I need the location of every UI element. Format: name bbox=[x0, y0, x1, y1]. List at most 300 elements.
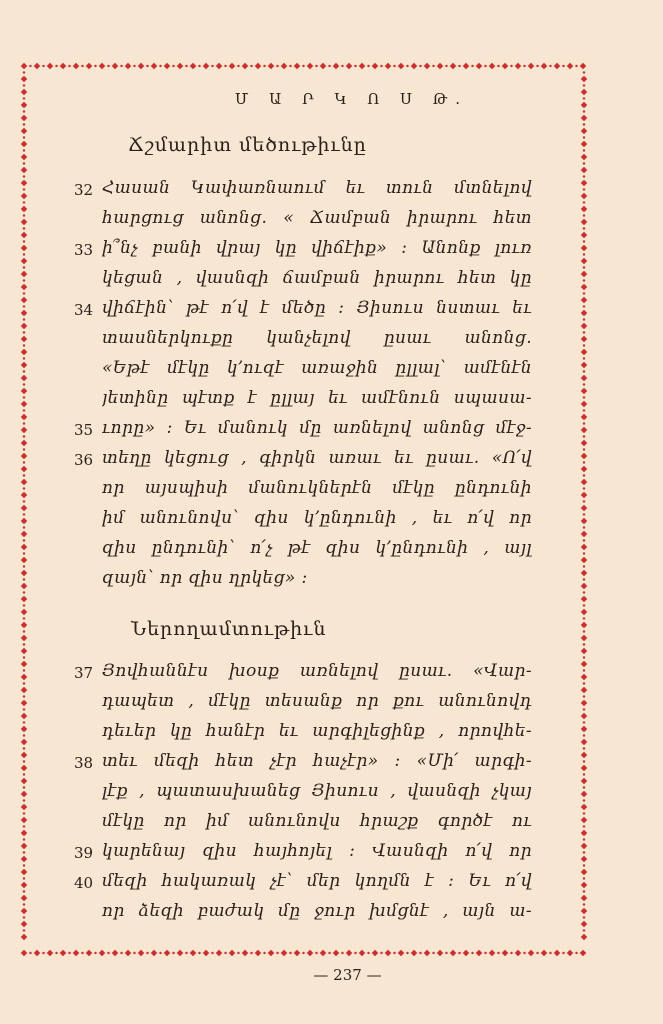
border-diamond bbox=[541, 63, 547, 69]
border-dot bbox=[23, 734, 25, 736]
border-dot bbox=[471, 952, 473, 954]
border-diamond bbox=[21, 167, 27, 173]
border-diamond bbox=[581, 414, 587, 420]
border-dot bbox=[583, 422, 585, 424]
border-dot bbox=[497, 952, 499, 954]
section-heading-true-greatness: Ճշմարիտ մեծութիւնը bbox=[128, 134, 367, 156]
border-dot bbox=[23, 643, 25, 645]
border-dot bbox=[23, 448, 25, 450]
border-diamond bbox=[581, 856, 587, 862]
border-dot bbox=[211, 65, 213, 67]
border-diamond bbox=[372, 950, 378, 956]
border-dot bbox=[289, 952, 291, 954]
border-dot bbox=[341, 65, 343, 67]
border-diamond bbox=[21, 310, 27, 316]
border-dot bbox=[23, 682, 25, 684]
border-dot bbox=[23, 578, 25, 580]
border-diamond bbox=[21, 648, 27, 654]
border-diamond bbox=[21, 453, 27, 459]
border-diamond bbox=[125, 63, 131, 69]
border-diamond bbox=[581, 76, 587, 82]
border-dot bbox=[29, 65, 31, 67]
border-dot bbox=[583, 357, 585, 359]
border-diamond bbox=[581, 674, 587, 680]
border-dot bbox=[120, 952, 122, 954]
border-dot bbox=[583, 110, 585, 112]
border-diamond bbox=[21, 193, 27, 199]
border-diamond bbox=[21, 232, 27, 238]
border-dot bbox=[172, 65, 174, 67]
border-dot bbox=[523, 952, 525, 954]
border-dot bbox=[583, 240, 585, 242]
border-dot bbox=[159, 65, 161, 67]
border-dot bbox=[583, 552, 585, 554]
border-diamond bbox=[151, 950, 157, 956]
border-diamond bbox=[424, 63, 430, 69]
border-dot bbox=[302, 65, 304, 67]
border-diamond bbox=[581, 869, 587, 875]
border-dot bbox=[583, 500, 585, 502]
border-diamond bbox=[60, 63, 66, 69]
border-diamond bbox=[581, 752, 587, 758]
border-dot bbox=[583, 760, 585, 762]
border-diamond bbox=[398, 63, 404, 69]
border-dot bbox=[432, 952, 434, 954]
border-diamond bbox=[73, 63, 79, 69]
border-dot bbox=[23, 357, 25, 359]
border-dot bbox=[23, 422, 25, 424]
verse-number: 38 bbox=[74, 754, 94, 772]
border-diamond bbox=[581, 531, 587, 537]
border-diamond bbox=[581, 596, 587, 602]
border-diamond bbox=[581, 310, 587, 316]
border-dot bbox=[393, 65, 395, 67]
border-dot bbox=[583, 890, 585, 892]
border-dot bbox=[224, 65, 226, 67]
border-diamond bbox=[216, 950, 222, 956]
border-dot bbox=[23, 123, 25, 125]
border-diamond bbox=[164, 63, 170, 69]
border-dot bbox=[549, 952, 551, 954]
border-diamond bbox=[581, 544, 587, 550]
border-dot bbox=[23, 110, 25, 112]
border-dot bbox=[575, 65, 577, 67]
border-diamond bbox=[581, 687, 587, 693]
border-diamond bbox=[581, 700, 587, 706]
border-diamond bbox=[567, 63, 573, 69]
border-diamond bbox=[581, 232, 587, 238]
border-diamond bbox=[567, 950, 573, 956]
border-dot bbox=[23, 539, 25, 541]
border-diamond bbox=[21, 297, 27, 303]
text-line: տեւ մեզի հետ չէր հաչէր» : «Մի՛ արգի- bbox=[102, 751, 532, 771]
border-dot bbox=[583, 136, 585, 138]
text-line: ւորը» : Եւ մանուկ մը առնելով անոնց մէջ- bbox=[102, 418, 532, 438]
border-diamond bbox=[21, 882, 27, 888]
border-dot bbox=[146, 952, 148, 954]
border-diamond bbox=[21, 63, 27, 69]
border-dot bbox=[367, 65, 369, 67]
border-dot bbox=[583, 747, 585, 749]
border-diamond bbox=[294, 63, 300, 69]
border-diamond bbox=[21, 401, 27, 407]
border-dot bbox=[583, 734, 585, 736]
border-dot bbox=[583, 877, 585, 879]
border-diamond bbox=[21, 635, 27, 641]
border-diamond bbox=[411, 950, 417, 956]
text-line: կարենայ զիս հայհոյել : Վասնզի ո՛վ որ bbox=[102, 841, 532, 861]
text-line: Հասան Կափառնաում եւ տուն մտնելով bbox=[102, 178, 532, 198]
border-dot bbox=[583, 825, 585, 827]
border-dot bbox=[23, 487, 25, 489]
border-dot bbox=[583, 565, 585, 567]
border-diamond bbox=[294, 950, 300, 956]
border-diamond bbox=[359, 950, 365, 956]
border-diamond bbox=[21, 765, 27, 771]
border-dot bbox=[354, 65, 356, 67]
border-dot bbox=[159, 952, 161, 954]
verse-number: 39 bbox=[74, 844, 94, 862]
border-dot bbox=[237, 65, 239, 67]
border-dot bbox=[583, 175, 585, 177]
border-dot bbox=[583, 526, 585, 528]
border-diamond bbox=[581, 726, 587, 732]
border-diamond bbox=[86, 950, 92, 956]
border-dot bbox=[583, 578, 585, 580]
border-diamond bbox=[463, 950, 469, 956]
border-diamond bbox=[541, 950, 547, 956]
border-diamond bbox=[34, 63, 40, 69]
border-dot bbox=[562, 65, 564, 67]
border-dot bbox=[583, 435, 585, 437]
border-dot bbox=[583, 149, 585, 151]
border-dot bbox=[23, 500, 25, 502]
border-dot bbox=[23, 552, 25, 554]
border-diamond bbox=[21, 687, 27, 693]
border-diamond bbox=[21, 531, 27, 537]
border-diamond bbox=[21, 596, 27, 602]
border-dot bbox=[583, 305, 585, 307]
border-diamond bbox=[21, 895, 27, 901]
text-line: որ ձեզի բաժակ մը ջուր խմցնէ , այն ա- bbox=[102, 901, 532, 921]
border-diamond bbox=[255, 950, 261, 956]
border-dot bbox=[583, 851, 585, 853]
border-dot bbox=[583, 591, 585, 593]
border-dot bbox=[23, 838, 25, 840]
border-dot bbox=[81, 952, 83, 954]
border-dot bbox=[68, 65, 70, 67]
border-diamond bbox=[581, 180, 587, 186]
border-diamond bbox=[581, 362, 587, 368]
border-dot bbox=[23, 149, 25, 151]
border-dot bbox=[583, 721, 585, 723]
border-diamond bbox=[372, 63, 378, 69]
text-line: Յովհաննէս խօսք առնելով ըսաւ. «Վար- bbox=[102, 661, 532, 681]
border-dot bbox=[583, 383, 585, 385]
border-dot bbox=[23, 84, 25, 86]
text-line: դեւեր կը հանէր եւ արգիլեցինք , որովհե- bbox=[102, 721, 532, 741]
verse-number: 33 bbox=[74, 241, 94, 259]
border-diamond bbox=[21, 427, 27, 433]
border-dot bbox=[23, 604, 25, 606]
border-diamond bbox=[581, 349, 587, 355]
border-dot bbox=[224, 952, 226, 954]
border-dot bbox=[445, 952, 447, 954]
border-dot bbox=[23, 630, 25, 632]
border-dot bbox=[583, 214, 585, 216]
border-diamond bbox=[138, 950, 144, 956]
border-dot bbox=[23, 318, 25, 320]
border-dot bbox=[583, 773, 585, 775]
border-diamond bbox=[21, 950, 27, 956]
border-diamond bbox=[21, 544, 27, 550]
border-diamond bbox=[21, 752, 27, 758]
border-diamond bbox=[581, 297, 587, 303]
border-diamond bbox=[21, 323, 27, 329]
border-dot bbox=[23, 253, 25, 255]
border-diamond bbox=[333, 63, 339, 69]
border-diamond bbox=[21, 479, 27, 485]
border-dot bbox=[23, 461, 25, 463]
border-dot bbox=[23, 669, 25, 671]
border-diamond bbox=[47, 63, 53, 69]
border-diamond bbox=[581, 466, 587, 472]
border-diamond bbox=[385, 950, 391, 956]
border-diamond bbox=[21, 856, 27, 862]
border-dot bbox=[23, 916, 25, 918]
border-diamond bbox=[21, 713, 27, 719]
border-dot bbox=[23, 513, 25, 515]
border-diamond bbox=[515, 950, 521, 956]
border-dot bbox=[276, 65, 278, 67]
text-line: որ այսպիսի մանուկներէն մէկը ընդունի bbox=[102, 478, 532, 498]
border-diamond bbox=[581, 895, 587, 901]
border-diamond bbox=[21, 583, 27, 589]
border-diamond bbox=[320, 63, 326, 69]
border-dot bbox=[583, 799, 585, 801]
border-dot bbox=[583, 474, 585, 476]
text-line: տեղը կեցուց , գիրկն առաւ եւ ըսաւ. «Ո՛վ bbox=[102, 448, 532, 468]
text-line: տասներկուքը կանչելով ըսաւ անոնց. bbox=[102, 328, 532, 348]
border-diamond bbox=[581, 245, 587, 251]
border-dot bbox=[562, 952, 564, 954]
border-diamond bbox=[581, 453, 587, 459]
border-diamond bbox=[581, 882, 587, 888]
border-diamond bbox=[581, 804, 587, 810]
border-dot bbox=[583, 864, 585, 866]
border-dot bbox=[81, 65, 83, 67]
border-diamond bbox=[21, 921, 27, 927]
border-diamond bbox=[528, 63, 534, 69]
border-diamond bbox=[581, 206, 587, 212]
border-diamond bbox=[580, 63, 586, 69]
text-line: հարցուց անոնց. « Ճամբան իրարու հետ bbox=[102, 208, 532, 228]
border-diamond bbox=[21, 804, 27, 810]
border-dot bbox=[23, 773, 25, 775]
border-dot bbox=[393, 952, 395, 954]
border-diamond bbox=[320, 950, 326, 956]
border-diamond bbox=[581, 323, 587, 329]
border-diamond bbox=[21, 115, 27, 121]
border-dot bbox=[23, 214, 25, 216]
border-diamond bbox=[21, 843, 27, 849]
border-diamond bbox=[476, 63, 482, 69]
border-dot bbox=[23, 799, 25, 801]
border-dot bbox=[23, 526, 25, 528]
border-diamond bbox=[398, 950, 404, 956]
border-dot bbox=[23, 227, 25, 229]
border-diamond bbox=[21, 726, 27, 732]
border-diamond bbox=[528, 950, 534, 956]
border-dot bbox=[583, 812, 585, 814]
border-dot bbox=[406, 952, 408, 954]
border-dot bbox=[458, 952, 460, 954]
border-dot bbox=[367, 952, 369, 954]
text-line: մեզի հակառակ չէ՝ մեր կողմն է : Եւ ո՛վ bbox=[102, 871, 532, 891]
border-diamond bbox=[190, 950, 196, 956]
border-dot bbox=[23, 929, 25, 931]
border-dot bbox=[23, 305, 25, 307]
border-dot bbox=[23, 136, 25, 138]
border-dot bbox=[583, 643, 585, 645]
border-diamond bbox=[21, 141, 27, 147]
border-dot bbox=[583, 279, 585, 281]
border-dot bbox=[583, 539, 585, 541]
border-dot bbox=[42, 952, 44, 954]
border-diamond bbox=[190, 63, 196, 69]
border-diamond bbox=[581, 518, 587, 524]
border-diamond bbox=[203, 950, 209, 956]
border-dot bbox=[583, 838, 585, 840]
border-dot bbox=[23, 851, 25, 853]
border-dot bbox=[23, 877, 25, 879]
border-diamond bbox=[581, 661, 587, 667]
border-diamond bbox=[21, 219, 27, 225]
border-dot bbox=[185, 952, 187, 954]
border-dot bbox=[23, 331, 25, 333]
border-diamond bbox=[581, 583, 587, 589]
text-line: զայն՝ որ զիս ղրկեց» : bbox=[102, 568, 308, 588]
border-dot bbox=[583, 448, 585, 450]
text-line: կեցան , վասնզի ճամբան իրարու հետ կը bbox=[102, 268, 532, 288]
border-dot bbox=[583, 513, 585, 515]
border-diamond bbox=[21, 869, 27, 875]
border-diamond bbox=[203, 63, 209, 69]
border-dot bbox=[23, 201, 25, 203]
border-diamond bbox=[86, 63, 92, 69]
border-diamond bbox=[21, 505, 27, 511]
border-dot bbox=[23, 279, 25, 281]
text-line: զիս ընդունի՝ ո՛չ թէ զիս կ՚ընդունի , այլ bbox=[102, 538, 532, 558]
border-dot bbox=[107, 65, 109, 67]
border-diamond bbox=[489, 63, 495, 69]
border-dot bbox=[445, 65, 447, 67]
border-diamond bbox=[21, 661, 27, 667]
border-diamond bbox=[21, 934, 27, 940]
border-dot bbox=[23, 812, 25, 814]
border-dot bbox=[583, 630, 585, 632]
border-dot bbox=[23, 695, 25, 697]
border-diamond bbox=[21, 778, 27, 784]
verse-number: 35 bbox=[74, 421, 94, 439]
border-diamond bbox=[333, 950, 339, 956]
border-dot bbox=[68, 952, 70, 954]
border-dot bbox=[289, 65, 291, 67]
border-diamond bbox=[307, 950, 313, 956]
border-diamond bbox=[21, 908, 27, 914]
border-diamond bbox=[177, 63, 183, 69]
border-dot bbox=[432, 65, 434, 67]
border-dot bbox=[23, 864, 25, 866]
border-diamond bbox=[21, 518, 27, 524]
border-dot bbox=[211, 952, 213, 954]
border-diamond bbox=[21, 557, 27, 563]
border-dot bbox=[510, 65, 512, 67]
border-dot bbox=[523, 65, 525, 67]
border-diamond bbox=[21, 271, 27, 277]
border-dot bbox=[23, 825, 25, 827]
border-diamond bbox=[151, 63, 157, 69]
border-dot bbox=[250, 65, 252, 67]
border-dot bbox=[23, 370, 25, 372]
border-dot bbox=[354, 952, 356, 954]
border-dot bbox=[315, 65, 317, 67]
border-diamond bbox=[554, 63, 560, 69]
border-diamond bbox=[581, 817, 587, 823]
border-dot bbox=[583, 409, 585, 411]
border-diamond bbox=[581, 479, 587, 485]
border-dot bbox=[120, 65, 122, 67]
border-diamond bbox=[21, 349, 27, 355]
border-dot bbox=[94, 65, 96, 67]
border-diamond bbox=[21, 700, 27, 706]
verse-number: 34 bbox=[74, 301, 94, 319]
running-title: Մ Ա Ր Կ Ո Ս Թ. bbox=[234, 90, 469, 108]
border-dot bbox=[23, 591, 25, 593]
border-diamond bbox=[581, 167, 587, 173]
border-diamond bbox=[21, 440, 27, 446]
border-dot bbox=[583, 669, 585, 671]
border-dot bbox=[23, 383, 25, 385]
border-dot bbox=[583, 201, 585, 203]
border-dot bbox=[23, 71, 25, 73]
border-dot bbox=[583, 786, 585, 788]
border-diamond bbox=[580, 950, 586, 956]
border-dot bbox=[583, 487, 585, 489]
verse-number: 36 bbox=[74, 451, 94, 469]
border-dot bbox=[380, 65, 382, 67]
border-diamond bbox=[581, 258, 587, 264]
border-dot bbox=[583, 292, 585, 294]
border-diamond bbox=[581, 401, 587, 407]
border-dot bbox=[315, 952, 317, 954]
border-dot bbox=[23, 435, 25, 437]
border-diamond bbox=[581, 557, 587, 563]
border-dot bbox=[23, 565, 25, 567]
border-dot bbox=[263, 65, 265, 67]
border-diamond bbox=[581, 635, 587, 641]
border-dot bbox=[29, 952, 31, 954]
border-dot bbox=[185, 65, 187, 67]
border-dot bbox=[23, 240, 25, 242]
border-dot bbox=[583, 266, 585, 268]
border-dot bbox=[419, 65, 421, 67]
border-dot bbox=[419, 952, 421, 954]
border-diamond bbox=[112, 63, 118, 69]
border-diamond bbox=[138, 63, 144, 69]
border-dot bbox=[146, 65, 148, 67]
border-diamond bbox=[581, 271, 587, 277]
